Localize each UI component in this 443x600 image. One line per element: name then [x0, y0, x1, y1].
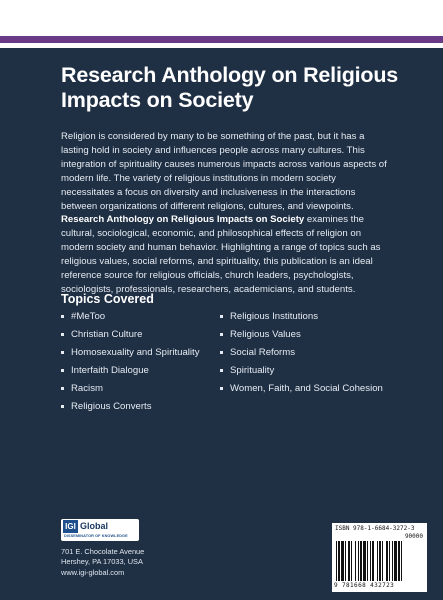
- isbn-label: ISBN 978-1-6684-3272-3: [335, 525, 415, 532]
- topics-list-left: [61, 308, 200, 416]
- topics-list-right: [220, 308, 383, 398]
- topic-item: Religious Converts: [61, 398, 200, 416]
- topic-item: Interfaith Dialogue: [61, 362, 200, 380]
- topic-item: Social Reforms: [220, 344, 383, 362]
- topic-item: Racism: [61, 380, 200, 398]
- description-title-bold: Research Anthology on Religious Impacts on Society: [61, 214, 305, 225]
- topics-heading: Topics Covered: [61, 292, 154, 306]
- publisher-logo: [61, 519, 139, 541]
- book-title: Research Anthology on Religious Impacts on Society: [61, 63, 399, 112]
- topic-item: Women, Faith, and Social Cohesion: [220, 380, 383, 398]
- accent-stripe: [0, 36, 443, 43]
- topic-item: Religious Values: [220, 326, 383, 344]
- logo-tagline: DISSEMINATOR OF KNOWLEDGE: [64, 534, 128, 538]
- topic-item: Spirituality: [220, 362, 383, 380]
- topic-item: Homosexuality and Spirituality: [61, 344, 200, 362]
- top-band: [0, 0, 443, 48]
- isbn-barcode: [332, 523, 427, 592]
- publisher-footer: [61, 519, 144, 578]
- topic-item: #MeToo: [61, 308, 200, 326]
- price-code: 90000: [404, 533, 423, 540]
- address-line-1: 701 E. Chocolate Avenue: [61, 547, 145, 556]
- publisher-address: [61, 547, 144, 578]
- address-line-2: Hershey, PA 17033, USA: [61, 557, 143, 567]
- topic-item: Religious Institutions: [220, 308, 383, 326]
- description-paragraph-2-text: examines the cultural, sociological, economic, and philosophical effects of religion on modern society and human behavior. Highlighting a range of topics such as religious values, social reforms, and spirituality, this publication is an ideal reference source for religious officials, church leaders, psychologists, sociologists, professionals, researchers, academicians, and students.: [61, 214, 381, 296]
- logo-mark: IGI: [63, 520, 78, 533]
- publisher-website: www.igi-global.com: [61, 567, 125, 577]
- topic-item: Christian Culture: [61, 326, 200, 344]
- description-paragraph-2: [61, 213, 391, 298]
- logo-name: Global: [80, 521, 109, 531]
- barcode-number: 9 781668 432723: [334, 582, 395, 589]
- description-paragraph-1: Religion is considered by many to be something of the past, but it has a lasting hold in society and influences people across many cultures. This integration of spirituality causes numerous impacts across various aspects of modern life. The variety of religious institutions in modern society necessitates a focus on diversity and inclusiveness in the interactions between organizations of different religions, cultures, and viewpoints.: [61, 131, 387, 213]
- barcode-bars: [336, 541, 423, 581]
